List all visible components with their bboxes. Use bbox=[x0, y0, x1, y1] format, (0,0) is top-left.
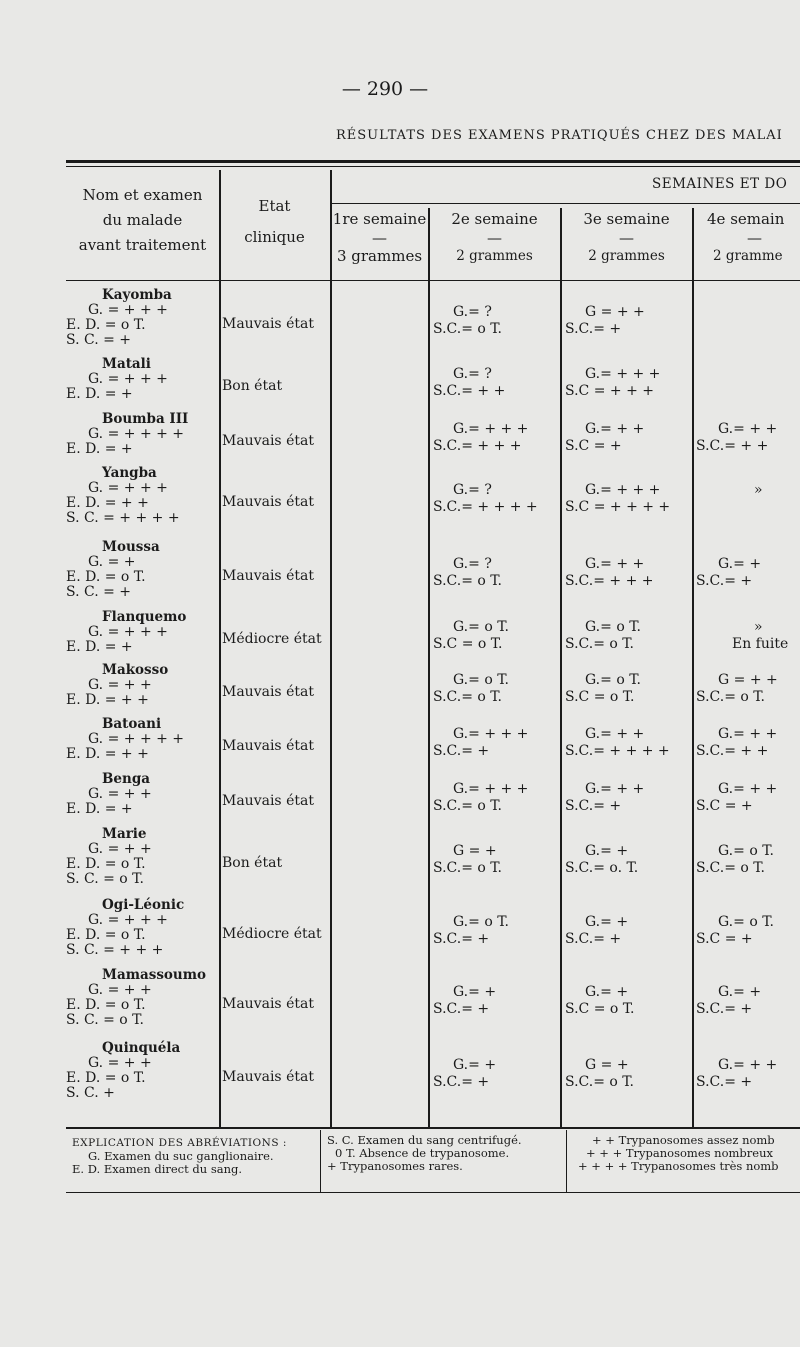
week-result-line: G.= + bbox=[453, 984, 497, 1000]
week-result-line: G = + + bbox=[718, 671, 778, 688]
week-result-line: G = + + bbox=[585, 304, 645, 320]
table-bottom-rule bbox=[66, 1127, 800, 1129]
patient-name: Marie bbox=[102, 826, 147, 842]
patient-name: Ogi-Léonic bbox=[102, 897, 185, 913]
week-result bbox=[696, 556, 761, 590]
week-result bbox=[696, 482, 763, 499]
week-result-line: G.= + + bbox=[585, 780, 645, 797]
patient-entry bbox=[66, 717, 219, 762]
week-result-line: S.C.= o T. bbox=[565, 635, 634, 652]
week-result-line: G.= + bbox=[453, 1057, 497, 1073]
patient-name: Mamassoumo bbox=[102, 967, 207, 983]
week-result bbox=[433, 619, 509, 653]
patient-entry bbox=[66, 540, 219, 600]
etat-clinique: Médiocre état bbox=[222, 630, 322, 647]
patient-entry bbox=[66, 466, 219, 526]
etat-clinique: Mauvais état bbox=[222, 792, 314, 809]
patient-name: Boumba III bbox=[102, 411, 189, 427]
week-result bbox=[565, 914, 628, 948]
patient-entry bbox=[66, 610, 219, 655]
legend-col1: EXPLICATION DES ABRÉVIATIONS : G. Examen du suc ganglionaire. E. D. Examen direct du sang. bbox=[72, 1137, 287, 1176]
etat-clinique: Mauvais état bbox=[222, 494, 314, 510]
patient-name: Moussa bbox=[102, 539, 160, 555]
patient-entry bbox=[66, 1041, 219, 1101]
week-result-line: G.= o T. bbox=[585, 671, 641, 688]
week-result bbox=[565, 726, 670, 760]
etat-clinique: Mauvais état bbox=[222, 1069, 314, 1085]
etat-clinique: Bon état bbox=[222, 377, 283, 394]
patient-exam: S. C. = + bbox=[66, 584, 132, 600]
week-result bbox=[433, 482, 538, 516]
patient-exam: G. = + + + bbox=[88, 480, 168, 496]
week-result-line: G.= ? bbox=[453, 556, 492, 572]
week-result bbox=[565, 781, 644, 815]
week-result-line: G.= + bbox=[585, 843, 629, 859]
week-result-line: » bbox=[754, 482, 763, 498]
patient-entry bbox=[66, 663, 219, 708]
week-result-line: » bbox=[754, 618, 763, 635]
patient-exam: E. D. = + bbox=[66, 639, 133, 655]
week-result-line: G.= o T. bbox=[453, 914, 509, 930]
week-result-line: S.C.= o T. bbox=[433, 860, 502, 876]
week-result-line: S.C.= o T. bbox=[565, 1074, 634, 1090]
week-result-line: S.C = o T. bbox=[565, 688, 635, 705]
patient-exam: S. C. = + bbox=[66, 332, 132, 348]
week-result-line: S.C.= + bbox=[433, 931, 490, 947]
patient-exam: G. = + + bbox=[88, 982, 152, 998]
patient-name: Matali bbox=[102, 356, 151, 372]
patient-exam: S. C. + bbox=[66, 1085, 115, 1101]
week-result-line: G.= + + bbox=[718, 780, 778, 797]
week-result bbox=[565, 843, 638, 877]
week-result-line: En fuite bbox=[732, 635, 789, 652]
week-result-line: S.C.= o T. bbox=[696, 860, 765, 876]
week-result bbox=[696, 984, 761, 1018]
week-result-line: S.C.= + bbox=[433, 1074, 490, 1090]
week-result-line: G.= + + bbox=[718, 725, 778, 742]
week-result bbox=[565, 421, 644, 455]
patient-exam: E. D. = + bbox=[66, 441, 133, 457]
legend-divider bbox=[320, 1130, 321, 1192]
week-result-line: S.C.= o T. bbox=[696, 688, 765, 705]
patient-entry bbox=[66, 357, 219, 402]
week-result-line: G.= ? bbox=[453, 365, 492, 382]
patient-exam: E. D. = o T. bbox=[66, 1070, 146, 1086]
patient-name: Batoani bbox=[102, 716, 162, 732]
patient-exam: G. = + + + bbox=[88, 371, 168, 387]
week-result-line: G.= o T. bbox=[718, 843, 774, 859]
header-week-1: 1re semaine — 3 grammes bbox=[332, 210, 427, 265]
week-result-line: S.C.= + + bbox=[696, 742, 769, 759]
week-result bbox=[433, 843, 502, 877]
patient-exam: G. = + + bbox=[88, 786, 152, 802]
patient-exam: E. D. = o T. bbox=[66, 317, 146, 333]
table-top-rule-thin bbox=[66, 166, 800, 167]
patient-entry bbox=[66, 412, 219, 457]
header-semaines: SEMAINES ET DO bbox=[652, 176, 788, 192]
header-week-2: 2e semaine — 2 grammes bbox=[451, 210, 538, 264]
patient-exam: G. = + + bbox=[88, 1055, 152, 1071]
week-result bbox=[433, 556, 502, 590]
week-result bbox=[565, 556, 653, 590]
patient-exam: S. C. = o T. bbox=[66, 1012, 144, 1028]
week-result-line: S.C.= + bbox=[565, 797, 622, 814]
week-result bbox=[565, 304, 645, 338]
week-result-line: S.C = + + + + bbox=[565, 499, 671, 515]
etat-clinique: Mauvais état bbox=[222, 568, 314, 584]
week-result-line: S.C.= + + + bbox=[565, 573, 654, 589]
week-result-line: S.C = + bbox=[696, 797, 753, 814]
week-result-line: S.C.= + bbox=[433, 1001, 490, 1017]
week-result-line: G.= o T. bbox=[453, 618, 509, 635]
week-result-line: G.= + + + bbox=[453, 420, 529, 437]
col-divider bbox=[330, 170, 332, 1127]
week-result bbox=[565, 1057, 634, 1091]
week-result-line: S.C.= o T. bbox=[433, 797, 502, 814]
week-result-line: S.C.= o T. bbox=[433, 573, 502, 589]
legend-bottom-rule bbox=[66, 1192, 800, 1193]
week-result-line: G.= + + + bbox=[453, 780, 529, 797]
week-result bbox=[696, 726, 777, 760]
patient-exam: S. C. = o T. bbox=[66, 871, 144, 887]
week-result-line: S.C.= + bbox=[433, 742, 490, 759]
week-result bbox=[433, 914, 509, 948]
legend-divider bbox=[566, 1130, 567, 1192]
week-result bbox=[696, 914, 774, 948]
patient-entry bbox=[66, 827, 219, 887]
patient-name: Makosso bbox=[102, 662, 169, 678]
week-result bbox=[565, 482, 670, 516]
week-result-line: S.C.= + bbox=[696, 573, 753, 589]
col-divider bbox=[692, 208, 694, 1127]
patient-exam: G. = + bbox=[88, 554, 136, 570]
header-bottom-rule bbox=[66, 280, 800, 281]
week-result-line: G.= ? bbox=[453, 482, 492, 498]
col-divider bbox=[560, 208, 562, 1127]
week-result bbox=[565, 366, 660, 400]
week-result bbox=[433, 726, 528, 760]
week-result-line: G.= + bbox=[585, 914, 629, 930]
col-divider bbox=[428, 208, 430, 1127]
week-result-line: G.= + bbox=[718, 556, 762, 572]
patient-exam: E. D. = + + bbox=[66, 692, 149, 708]
patient-exam: E. D. = o T. bbox=[66, 997, 146, 1013]
patient-exam: G. = + + + bbox=[88, 624, 168, 640]
week-result bbox=[696, 781, 777, 815]
patient-exam: E. D. = o T. bbox=[66, 856, 146, 872]
week-result-line: S.C.= o. T. bbox=[565, 860, 639, 876]
patient-name: Kayomba bbox=[102, 287, 172, 303]
etat-clinique: Mauvais état bbox=[222, 316, 314, 332]
patient-exam: E. D. = + bbox=[66, 801, 133, 817]
header-etat: Etat clinique bbox=[244, 197, 305, 246]
running-head: RÉSULTATS DES EXAMENS PRATIQUÉS CHEZ DES MALAI bbox=[336, 128, 783, 143]
patient-exam: S. C. = + + + + bbox=[66, 510, 180, 526]
week-result-line: S.C.= + + bbox=[696, 437, 769, 454]
legend-col2: S. C. Examen du sang centrifugé. 0 T. Absence de trypanosome. + Trypanosomes rares. bbox=[327, 1133, 522, 1173]
week-result bbox=[565, 984, 635, 1018]
week-result-line: G.= + bbox=[585, 984, 629, 1000]
etat-clinique: Mauvais état bbox=[222, 996, 314, 1012]
col-divider bbox=[219, 170, 221, 1127]
week-result-line: G.= ? bbox=[453, 304, 492, 320]
week-result-line: G.= + + bbox=[718, 420, 778, 437]
week-result bbox=[433, 984, 496, 1018]
week-result bbox=[696, 843, 774, 877]
patient-exam: G. = + + + + bbox=[88, 426, 185, 442]
week-result bbox=[565, 672, 641, 706]
week-result-line: S.C.= o T. bbox=[433, 688, 502, 705]
patient-entry bbox=[66, 968, 219, 1028]
week-result bbox=[696, 421, 777, 455]
week-result bbox=[433, 304, 502, 338]
week-result-line: G = + bbox=[585, 1057, 629, 1073]
week-result-line: S.C.= + bbox=[565, 931, 622, 947]
patient-exam: E. D. = o T. bbox=[66, 927, 146, 943]
week-result-line: G.= + + bbox=[718, 1057, 778, 1073]
week-result bbox=[433, 366, 505, 400]
patient-name: Flanquemo bbox=[102, 609, 187, 625]
week-result-line: S.C.= + + + + bbox=[565, 742, 670, 759]
etat-clinique: Bon état bbox=[222, 855, 283, 871]
header-nom: Nom et examen du malade avant traitement bbox=[78, 186, 207, 254]
week-result bbox=[433, 672, 509, 706]
semaines-rule bbox=[331, 203, 800, 204]
patient-exam: G. = + + bbox=[88, 677, 152, 693]
week-result-line: S.C = + bbox=[696, 931, 753, 947]
week-result-line: S.C = + + + bbox=[565, 382, 654, 399]
header-week-3: 3e semaine — 2 grammes bbox=[583, 210, 670, 264]
week-result-line: G = + bbox=[453, 843, 497, 859]
week-result-line: S.C.= + bbox=[696, 1074, 753, 1090]
week-result-line: G.= + + bbox=[585, 420, 645, 437]
week-result-line: G.= + + + bbox=[453, 725, 529, 742]
patient-entry bbox=[66, 772, 219, 817]
week-result bbox=[696, 672, 778, 706]
week-result-line: G.= + bbox=[718, 984, 762, 1000]
week-result-line: G.= o T. bbox=[718, 914, 774, 930]
week-result bbox=[696, 1057, 777, 1091]
week-result bbox=[565, 619, 641, 653]
week-result-line: S.C.= o T. bbox=[433, 321, 502, 337]
week-result-line: G.= o T. bbox=[585, 618, 641, 635]
week-result-line: G.= + + bbox=[585, 556, 645, 572]
week-result-line: S.C = o T. bbox=[565, 1001, 635, 1017]
etat-clinique: Mauvais état bbox=[222, 683, 314, 700]
patient-exam: G. = + + + bbox=[88, 912, 168, 928]
patient-entry bbox=[66, 288, 219, 348]
week-result-line: S.C.= + bbox=[565, 321, 622, 337]
patient-exam: G. = + + bbox=[88, 841, 152, 857]
week-result-line: S.C = o T. bbox=[433, 635, 503, 652]
patient-exam: S. C. = + + + bbox=[66, 942, 164, 958]
week-result-line: S.C.= + + + bbox=[433, 437, 522, 454]
legend-col3: + + Trypanosomes assez nomb + + + Trypanosomes nombreux + + + + Trypanosomes très nomb bbox=[578, 1133, 779, 1173]
patient-exam: G. = + + + + bbox=[88, 731, 185, 747]
patient-name: Quinquéla bbox=[102, 1040, 181, 1056]
patient-exam: E. D. = + bbox=[66, 386, 133, 402]
etat-clinique: Mauvais état bbox=[222, 737, 314, 754]
week-result-line: G.= + + + bbox=[585, 482, 661, 498]
patient-entry bbox=[66, 898, 219, 958]
patient-exam: G. = + + + bbox=[88, 302, 168, 318]
patient-name: Yangba bbox=[102, 465, 157, 481]
week-result-line: G.= + + + bbox=[585, 365, 661, 382]
header-week-4: 4e semain — 2 gramme bbox=[707, 210, 785, 264]
patient-exam: E. D. = + + bbox=[66, 746, 149, 762]
week-result bbox=[433, 1057, 496, 1091]
patient-name: Benga bbox=[102, 771, 151, 787]
week-result bbox=[433, 421, 528, 455]
week-result-line: S.C = + bbox=[565, 437, 622, 454]
table-top-rule bbox=[66, 160, 800, 163]
etat-clinique: Médiocre état bbox=[222, 926, 322, 942]
week-result-line: S.C.= + + + + bbox=[433, 499, 538, 515]
week-result-line: S.C.= + bbox=[696, 1001, 753, 1017]
page-number: — 290 — bbox=[341, 78, 429, 100]
week-result-line: S.C.= + + bbox=[433, 382, 506, 399]
patient-exam: E. D. = o T. bbox=[66, 569, 146, 585]
week-result bbox=[433, 781, 528, 815]
etat-clinique: Mauvais état bbox=[222, 432, 314, 449]
week-result-line: G.= o T. bbox=[453, 671, 509, 688]
week-result-line: G.= + + bbox=[585, 725, 645, 742]
patient-exam: E. D. = + + bbox=[66, 495, 149, 511]
week-result bbox=[696, 619, 788, 653]
